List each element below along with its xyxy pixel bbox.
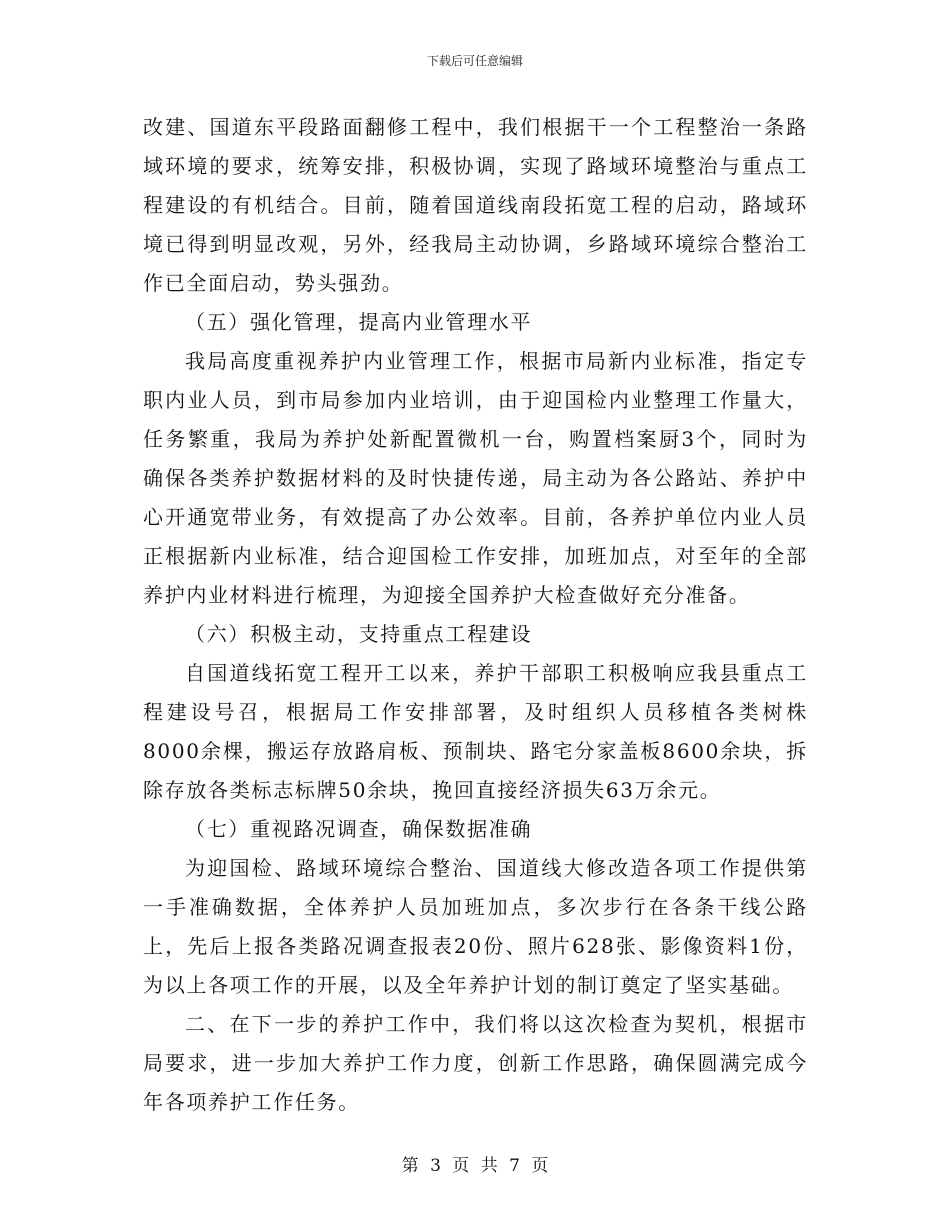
section-heading-6: （六）积极主动，支持重点工程建设: [185, 622, 533, 646]
section-heading-7: （七）重视路况调查，确保数据准确: [185, 817, 533, 841]
paragraph-next-steps: 二、在下一步的养护工作中，我们将以这次检查为契机，根据市局要求，进一步加大养护工作力度，创新工作思路，确保圆满完成今年各项养护工作任务。: [143, 1012, 808, 1114]
page-number-footer: 第 3 页 共 7 页: [401, 1156, 549, 1176]
document-body: [143, 108, 808, 1122]
section-heading-5: （五）强化管理，提高内业管理水平: [185, 310, 533, 334]
paragraph-road-survey: 为迎国检、路域环境综合整治、国道线大修改造各项工作提供第一手准确数据，全体养护人员加班加点，多次步行在各条干线公路上，先后上报各类路况调查报表20份、照片628张、影像资料1份，为以上各项工作的开展，以及全年养护计划的制订奠定了坚实基础。: [143, 856, 808, 997]
page-header-note: 下载后可任意编辑: [426, 54, 523, 68]
paragraph-continuation: 改建、国道东平段路面翻修工程中，我们根据干一个工程整治一条路域环境的要求，统筹安排，积极协调，实现了路域环境整治与重点工程建设的有机结合。目前，随着国道线南段拓宽工程的启动，路域环境已得到明显改观，另外，经我局主动协调，乡路域环境综合整治工作已全面启动，势头强劲。: [143, 115, 808, 295]
paragraph-key-project-support: 自国道线拓宽工程开工以来，养护干部职工积极响应我县重点工程建设号召，根据局工作安排部署，及时组织人员移植各类树株8000余棵，搬运存放路肩板、预制块、路宅分家盖板8600余块，拆除存放各类标志标牌50余块，挽回直接经济损失63万余元。: [143, 661, 808, 802]
paragraph-internal-management: 我局高度重视养护内业管理工作，根据市局新内业标准，指定专职内业人员，到市局参加内业培训，由于迎国检内业整理工作量大，任务繁重，我局为养护处新配置微机一台，购置档案厨3个，同时为确保各类养护数据材料的及时快捷传递，局主动为各公路站、养护中心开通宽带业务，有效提高了办公效率。目前，各养护单位内业人员正根据新内业标准，结合迎国检工作安排，加班加点，对至年的全部养护内业材料进行梳理，为迎接全国养护大检查做好充分准备。: [143, 349, 808, 607]
